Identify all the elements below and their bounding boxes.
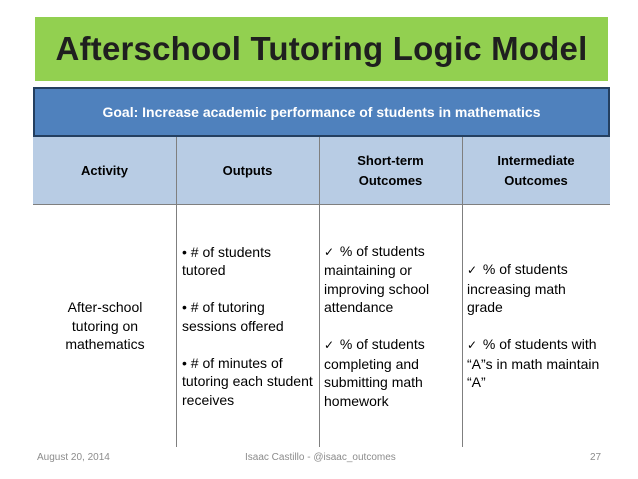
checkmark-icon: ✓ xyxy=(324,244,335,259)
logic-model-table xyxy=(33,137,610,447)
outputs-list xyxy=(182,243,315,410)
header-outputs-label: Outputs xyxy=(222,163,273,178)
slide-number: 27 xyxy=(590,452,602,463)
intermediate-cell xyxy=(467,205,605,447)
goal-banner xyxy=(33,87,610,137)
header-intermediate xyxy=(462,137,610,205)
header-short-term xyxy=(319,137,462,205)
activity-cell xyxy=(55,205,155,447)
goal-text: Goal: Increase academic performance of students in mathematics xyxy=(102,104,541,120)
header-row xyxy=(33,137,610,205)
checkmark-icon: ✓ xyxy=(467,338,478,353)
intermediate-item xyxy=(467,260,605,317)
short-term-item xyxy=(324,242,458,317)
short-term-list xyxy=(324,242,458,411)
outputs-cell xyxy=(182,205,315,447)
header-outputs xyxy=(176,137,319,205)
short-term-text: % of students maintaining or improving school attendance xyxy=(324,242,430,316)
intermediate-text: % of students increasing math grade xyxy=(467,261,568,316)
footer-date: August 20, 2014 xyxy=(37,452,110,463)
short-term-item xyxy=(324,335,458,410)
output-item: • # of tutoring sessions offered xyxy=(182,299,284,334)
title-banner xyxy=(35,17,608,81)
page-title: Afterschool Tutoring Logic Model xyxy=(55,30,588,67)
short-term-text: % of students completing and submitting math homework xyxy=(324,336,425,409)
checkmark-icon: ✓ xyxy=(324,338,335,353)
output-item: • # of students tutored xyxy=(182,243,271,279)
column-divider xyxy=(176,137,177,447)
header-activity xyxy=(33,137,176,205)
header-activity-label: Activity xyxy=(81,163,128,178)
intermediate-item xyxy=(467,335,605,392)
intermediate-list xyxy=(467,260,605,392)
header-short-term-label: Short-term Outcomes xyxy=(357,153,424,188)
intermediate-text: % of students with “A”s in math maintain “A” xyxy=(467,336,600,391)
output-item: • # of minutes of tutoring each student receives xyxy=(182,354,313,408)
footer-author: Isaac Castillo - @isaac_outcomes xyxy=(245,452,396,463)
activity-text: After-school tutoring on mathematics xyxy=(65,299,145,353)
short-term-cell xyxy=(324,205,458,447)
column-divider xyxy=(319,137,320,447)
column-divider xyxy=(462,137,463,447)
header-intermediate-label: Intermediate Outcomes xyxy=(497,153,575,188)
checkmark-icon: ✓ xyxy=(467,263,478,278)
